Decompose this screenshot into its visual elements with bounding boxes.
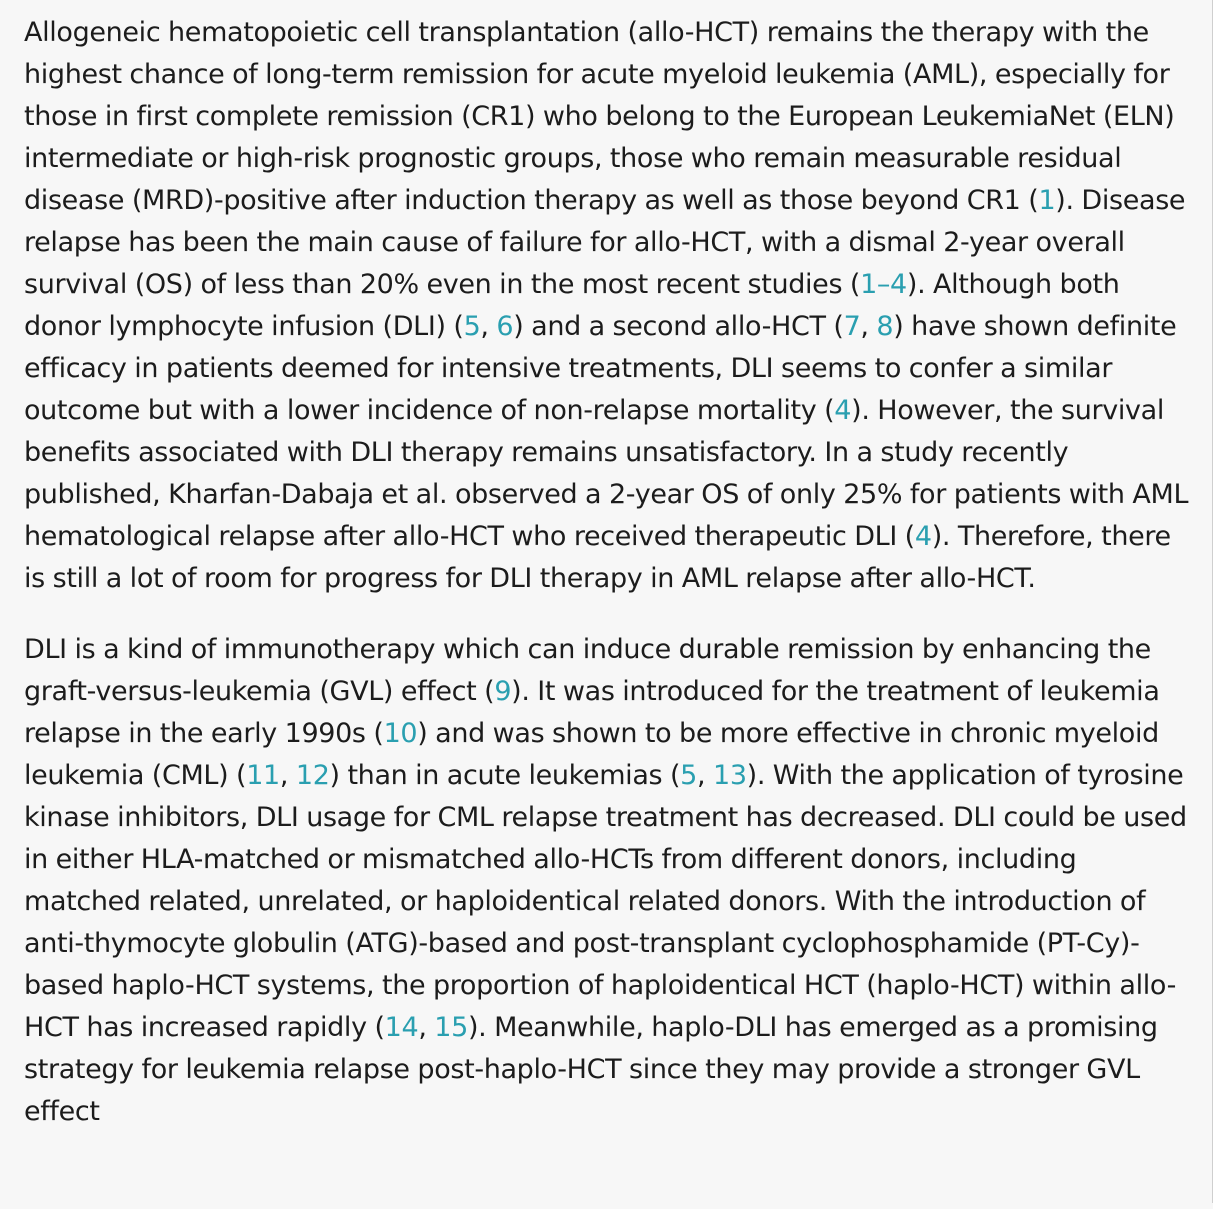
citation-link[interactable]: 9 bbox=[494, 676, 512, 707]
paragraph-text: , bbox=[480, 311, 497, 342]
citation-link[interactable]: 5 bbox=[680, 760, 698, 791]
citation-link[interactable]: 15 bbox=[434, 1012, 468, 1043]
citation-link[interactable]: 13 bbox=[712, 760, 747, 791]
paragraph-text: ) than in acute leukemias ( bbox=[329, 760, 681, 791]
citation-link[interactable]: 4 bbox=[834, 395, 852, 426]
paragraph-text: ). Therefore, there is still a lot of room for progress for DLI therapy in AML relapse after allo-HCT. bbox=[24, 521, 1171, 594]
paragraph-text: , bbox=[279, 760, 296, 791]
paragraph-text: ). With the application of tyrosine kinase inhibitors, DLI usage for CML relapse treatment has decreased. DLI could be used in either HLA-matched or mismatched allo-HCTs from different donors, including matched related, unrelated, or haploidentical related donors. With the introduction of anti-thymocyte globulin (ATG)-based and post-transplant cyclophosphamide (PT-Cy)-based haplo-HCT systems, the proportion of haploidentical HCT (haplo-HCT) within allo-HCT has increased rapidly ( bbox=[24, 760, 1187, 1043]
paragraph-text: ). It was introduced for the treatment of leukemia relapse in the early 1990s ( bbox=[24, 676, 1160, 749]
paragraph-text: ). Disease relapse has been the main cause of failure for allo-HCT, with a dismal 2-year overall survival (OS) of less than 20% even in the most recent studies ( bbox=[24, 185, 1186, 300]
body-paragraph bbox=[24, 12, 1189, 600]
paragraph-text: ) have shown definite efficacy in patients deemed for intensive treatments, DLI seems to confer a similar outcome but with a lower incidence of non-relapse mortality ( bbox=[24, 311, 1177, 426]
citation-link[interactable]: 11 bbox=[246, 760, 280, 791]
paragraph-text: ) and a second allo-HCT ( bbox=[513, 311, 844, 342]
body-paragraph bbox=[24, 629, 1189, 1133]
viewport-clip bbox=[0, 1189, 1212, 1209]
article-body bbox=[24, 12, 1189, 1133]
paragraph-text: , bbox=[697, 760, 713, 791]
citation-link[interactable]: 1–4 bbox=[860, 269, 907, 300]
citation-link[interactable]: 10 bbox=[383, 718, 418, 749]
paragraph-text: ) and was shown to be more effective in chronic myeloid leukemia (CML) ( bbox=[24, 718, 1159, 791]
citation-link[interactable]: 5 bbox=[463, 311, 481, 342]
citation-link[interactable]: 6 bbox=[496, 311, 514, 342]
citation-link[interactable]: 4 bbox=[914, 521, 932, 552]
citation-link[interactable]: 12 bbox=[295, 760, 330, 791]
citation-link[interactable]: 8 bbox=[876, 311, 894, 342]
citation-link[interactable]: 14 bbox=[384, 1012, 419, 1043]
paragraph-text: DLI is a kind of immunotherapy which can induce durable remission by enhancing the graft-versus-leukemia (GVL) effect ( bbox=[24, 634, 1151, 707]
paragraph-text: Allogeneic hematopoietic cell transplantation (allo-HCT) remains the therapy with the highest chance of long-term remission for acute myeloid leukemia (AML), especially for those in first complete remission (CR1) who belong to the European LeukemiaNet (ELN) intermediate or high-risk prognostic groups, those who remain measurable residual disease (MRD)-positive after induction therapy as well as those beyond CR1 ( bbox=[24, 17, 1175, 216]
paragraph-text: ). However, the survival benefits associated with DLI therapy remains unsatisfactory. In a study recently published, Kharfan-Dabaja et al. observed a 2-year OS of only 25% for patients with AML hematological relapse after allo-HCT who received therapeutic DLI ( bbox=[24, 395, 1189, 552]
paragraph-text: , bbox=[860, 311, 877, 342]
paragraph-text: ). Meanwhile, haplo-DLI has emerged as a promising strategy for leukemia relapse post-haplo-HCT since they may provide a stronger GVL effect bbox=[24, 1012, 1158, 1127]
paragraph-text: ). Although both donor lymphocyte infusion (DLI) ( bbox=[24, 269, 1120, 342]
paragraph-text: , bbox=[418, 1012, 435, 1043]
citation-link[interactable]: 1 bbox=[1038, 185, 1056, 216]
citation-link[interactable]: 7 bbox=[843, 311, 861, 342]
